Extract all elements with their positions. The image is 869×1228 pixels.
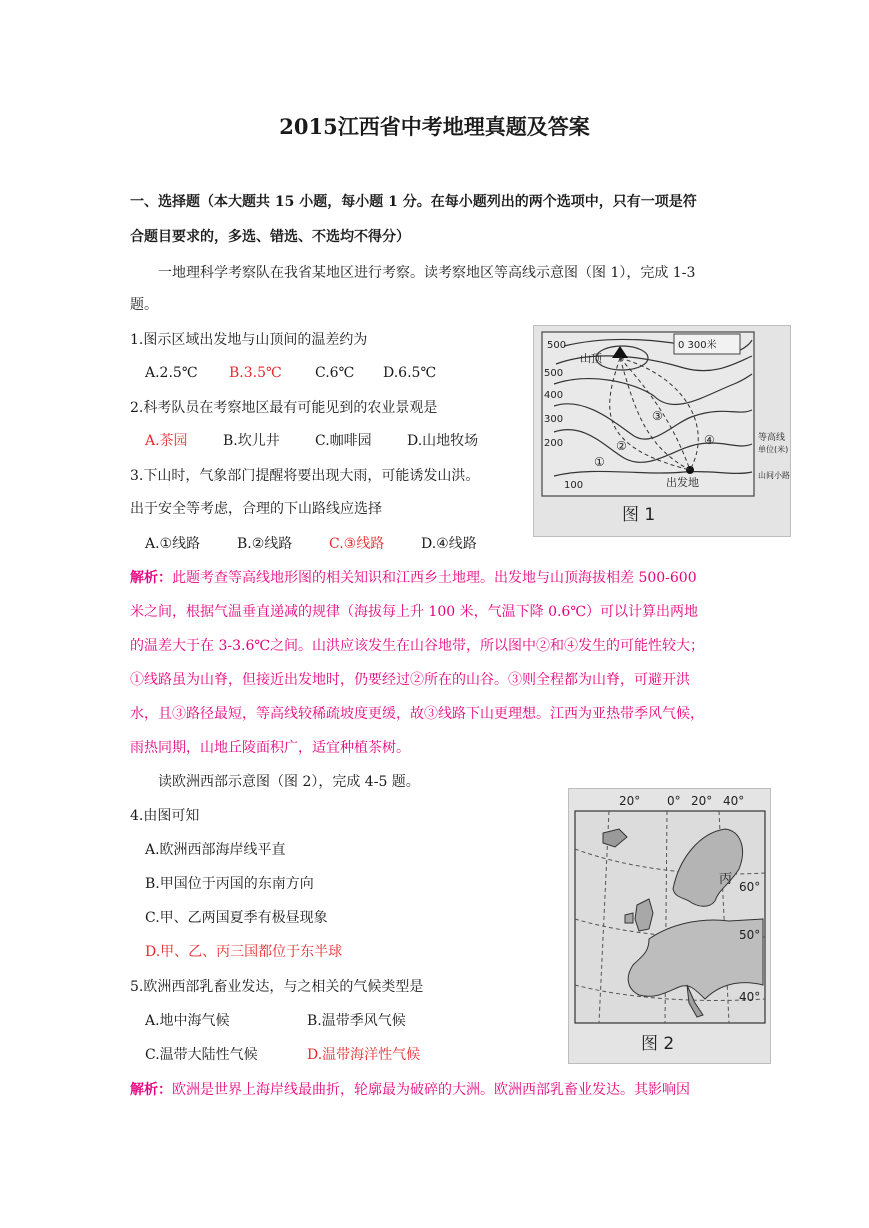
fig1-contour-label: 200 <box>544 438 564 449</box>
analysis1-text-2: 米之间，根据气温垂直递减的规律（海拔每上升 100 米，气温下降 0.6℃）可以计算出两地 <box>130 604 698 620</box>
analysis2-line <box>130 1081 690 1099</box>
analysis1-label: 解析： <box>130 570 172 586</box>
q2-stem: 2.科考队员在考察地区最有可能见到的农业景观是 <box>130 400 438 416</box>
section-heading-line2: 合题目要求的，多选、错选、不选均不得分） <box>130 229 410 245</box>
fig2-caption: 图 2 <box>641 1034 675 1054</box>
q2-option-a: A.茶园 <box>145 433 188 449</box>
fig2-lat-label: 40° <box>739 990 761 1004</box>
fig1-legend-unit: 单位(米) <box>758 445 789 454</box>
fig2-lon-label: 40° <box>723 794 745 808</box>
figure1-svg <box>534 326 790 536</box>
intro1-line1: 一地理科学考察队在我省某地区进行考察。读考察地区等高线示意图（图 1），完成 1-3 <box>158 265 696 281</box>
fig1-caption: 图 1 <box>622 505 656 525</box>
fig1-scale-label: 0 300米 <box>678 340 717 351</box>
q3-option-d: D.④线路 <box>421 536 477 552</box>
intro1-line2: 题。 <box>130 297 158 313</box>
q2-option-d: D.山地牧场 <box>407 433 479 449</box>
q1-option-d: D.6.5℃ <box>383 365 437 381</box>
fig2-country-label: 丙 <box>719 872 733 887</box>
fig2-ireland-shape <box>625 913 633 923</box>
q1-options <box>145 364 436 382</box>
q3-stem-line1: 3.下山时，气象部门提醒将要出现大雨，可能诱发山洪。 <box>130 468 480 484</box>
fig2-lat-label: 50° <box>739 928 761 942</box>
fig2-lon-label: 20° <box>691 794 713 808</box>
fig1-route-3-label: ③ <box>652 409 663 423</box>
q1-option-b: B.3.5℃ <box>229 365 282 381</box>
fig1-legend-path: 山间小路 <box>758 471 790 480</box>
q5-options-row1 <box>145 1012 406 1030</box>
analysis1-text-3: 的温差大于在 3-3.6℃之间。山洪应该发生在山谷地带，所以图中②和④发生的可能性较大； <box>130 638 705 654</box>
fig1-peak-label: 山顶 <box>580 352 602 365</box>
fig1-route-2-label: ② <box>616 439 627 453</box>
section-heading-line1: 一、选择题（本大题共 15 小题，每小题 1 分。在每小题列出的两个选项中，只有一项是符 <box>130 194 697 210</box>
q4-option-a: A.欧洲西部海岸线平直 <box>145 842 286 858</box>
figure2-svg <box>569 789 770 1063</box>
q3-option-b: B.②线路 <box>237 536 293 552</box>
analysis1-text-4: ①线路虽为山脊，但接近出发地时，仍要经过②所在的山谷。③则全程都为山脊，可避开洪 <box>130 672 690 688</box>
q5-option-c: C.温带大陆性气候 <box>145 1047 258 1063</box>
q1-stem: 1.图示区域出发地与山顶间的温差约为 <box>130 332 368 348</box>
q3-option-c: C.③线路 <box>329 536 385 552</box>
fig1-contour-label: 400 <box>544 390 564 401</box>
analysis1-text-5: 水，且③路径最短，等高线较稀疏坡度更缓，故③线路下山更理想。江西为亚热带季风气候， <box>130 706 704 722</box>
q4-option-b: B.甲国位于丙国的东南方向 <box>145 876 314 892</box>
analysis1-text-6: 雨热同期，山地丘陵面积广，适宜种植茶树。 <box>130 740 410 756</box>
q3-options <box>145 535 477 553</box>
q5-option-b: B.温带季风气候 <box>307 1013 406 1029</box>
fig2-lon-label: 0° <box>667 794 681 808</box>
fig1-start-label: 出发地 <box>666 476 699 489</box>
q2-option-c: C.咖啡园 <box>315 433 372 449</box>
analysis2-text: 欧洲是世界上海岸线最曲折，轮廓最为破碎的大洲。欧洲西部乳畜业发达。其影响因 <box>172 1082 690 1098</box>
analysis2-label: 解析： <box>130 1082 172 1098</box>
fig1-route-4-label: ④ <box>704 433 715 447</box>
q5-options-row2 <box>145 1046 420 1064</box>
fig1-contour-label: 500 <box>547 340 567 351</box>
fig1-contour-label: 500 <box>544 368 564 379</box>
q1-option-c: C.6℃ <box>315 365 355 381</box>
q4-option-c: C.甲、乙两国夏季有极昼现象 <box>145 910 328 926</box>
q4-stem: 4.由图可知 <box>130 808 200 824</box>
fig1-route-1-label: ① <box>594 455 605 469</box>
analysis1-text-1: 此题考查等高线地形图的相关知识和江西乡土地理。出发地与山顶海拔相差 500-600 <box>172 570 697 586</box>
intro2: 读欧洲西部示意图（图 2），完成 4-5 题。 <box>158 774 420 790</box>
q3-stem-line2: 出于安全等考虑，合理的下山路线应选择 <box>130 501 382 517</box>
fig1-contour-label: 300 <box>544 414 564 425</box>
q5-option-d: D.温带海洋性气候 <box>307 1047 421 1063</box>
q5-stem: 5.欧洲西部乳畜业发达，与之相关的气候类型是 <box>130 979 424 995</box>
q5-option-a: A.地中海气候 <box>145 1013 230 1029</box>
fig2-lon-label: 20° <box>619 794 641 808</box>
analysis1-line1 <box>130 569 697 587</box>
q4-option-d: D.甲、乙、丙三国都位于东半球 <box>145 944 343 960</box>
q3-option-a: A.①线路 <box>145 536 201 552</box>
fig1-contour-label: 100 <box>564 480 584 491</box>
fig1-legend-contour: 等高线 <box>758 433 786 443</box>
q2-option-b: B.坎儿井 <box>223 433 280 449</box>
q2-options <box>145 432 478 450</box>
page-title: 2015江西省中考地理真题及答案 <box>279 114 590 139</box>
figure2-europe-map <box>568 788 771 1064</box>
fig2-lat-label: 60° <box>739 880 761 894</box>
q1-option-a: A.2.5℃ <box>145 365 198 381</box>
figure1-contour-map <box>533 325 791 537</box>
